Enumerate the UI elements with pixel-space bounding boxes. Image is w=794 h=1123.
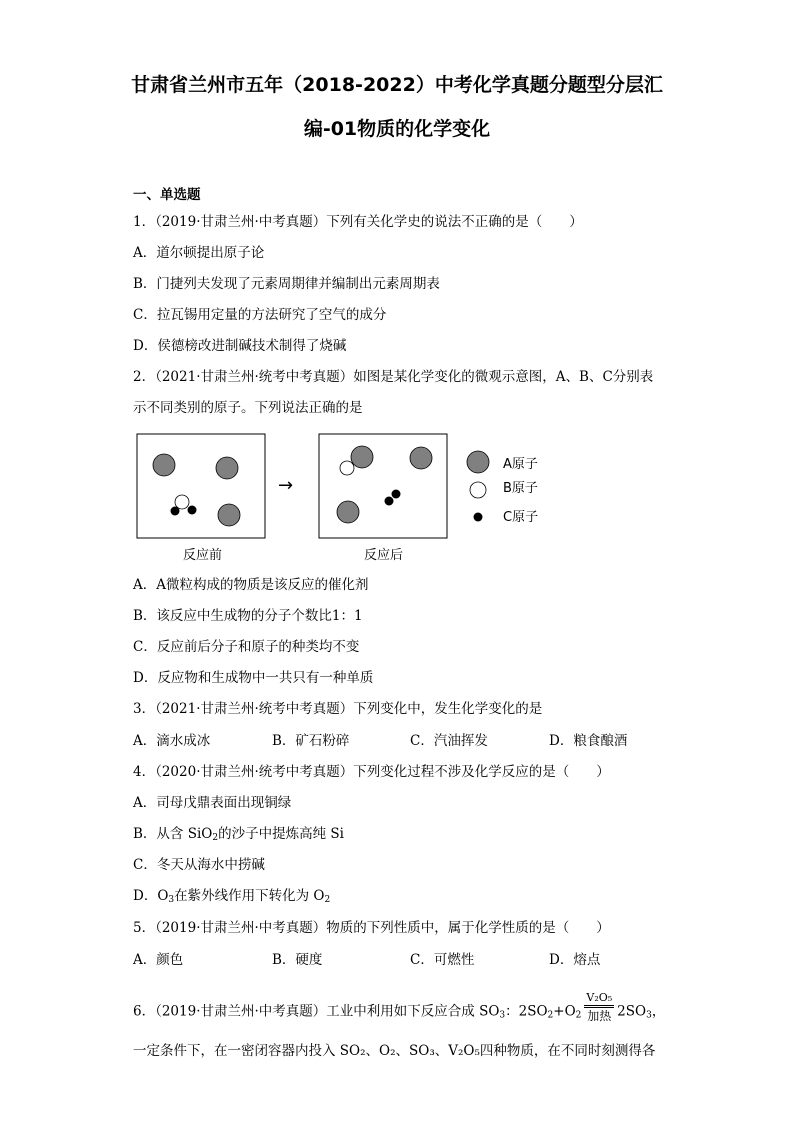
q4-option-b: B．从含 SiO$_2$的沙子中提炼高纯 Si bbox=[133, 826, 344, 843]
legend-atom-a-label: A原子 bbox=[503, 457, 538, 472]
q5-option-a: A．颜色 bbox=[133, 952, 184, 968]
legend-atom-c-label: C原子 bbox=[503, 510, 539, 525]
doc-title-line2: 编-01物质的化学变化 bbox=[303, 118, 491, 140]
before-label: 反应前 bbox=[183, 548, 223, 563]
atom-a bbox=[216, 457, 238, 479]
q5-option-d: D．熔点 bbox=[549, 952, 601, 968]
q2-option-c: C．反应前后分子和原子的种类均不变 bbox=[133, 639, 360, 655]
atom-b bbox=[175, 495, 189, 509]
q2-stem-line2: 示不同类别的原子。下列说法正确的是 bbox=[133, 400, 363, 416]
q1-option-c: C．拉瓦锡用定量的方法研究了空气的成分 bbox=[133, 307, 387, 323]
q4-option-c: C．冬天从海水中捞碱 bbox=[133, 857, 265, 873]
legend-atom-a-icon bbox=[467, 451, 489, 473]
reaction-condition bbox=[584, 992, 614, 1024]
atom-a bbox=[337, 501, 359, 523]
q3-option-b: B．矿石粉碎 bbox=[272, 733, 350, 749]
section-heading: 一、单选题 bbox=[133, 187, 201, 203]
atom-c bbox=[392, 490, 401, 499]
q5-stem: 5．（2019·甘肃兰州·中考真题）物质的下列性质中，属于化学性质的是（ ） bbox=[133, 920, 610, 936]
legend-atom-b-label: B原子 bbox=[503, 481, 538, 496]
q3-stem: 3．（2021·甘肃兰州·统考中考真题）下列变化中，发生化学变化的是 bbox=[133, 701, 543, 717]
catalyst-label: V₂O₅ bbox=[584, 992, 614, 1008]
atom-c bbox=[385, 497, 394, 506]
q2-option-d: D．反应物和生成物中一共只有一种单质 bbox=[133, 670, 374, 686]
q4-stem: 4．（2020·甘肃兰州·统考中考真题）下列变化过程不涉及化学反应的是（ ） bbox=[133, 764, 610, 780]
atom-a bbox=[218, 504, 240, 526]
atom-a bbox=[351, 446, 373, 468]
q5-option-b: B．硬度 bbox=[272, 952, 323, 968]
q1-option-d: D．侯德榜改进制碱技术制得了烧碱 bbox=[133, 338, 347, 354]
after-label: 反应后 bbox=[364, 548, 404, 563]
reaction-micro-diagram bbox=[133, 428, 563, 568]
q5-option-c: C．可燃性 bbox=[410, 952, 475, 968]
q6-stem-line1: 6．（2019·甘肃兰州·中考真题）工业中利用如下反应合成 $SO_3$：$2SO_2+O_2$ $\frac{\text{V₂O₅}}{\text{加热}}$ $2SO_3$， bbox=[133, 991, 666, 1023]
doc-title-line1: 甘肃省兰州市五年（2018-2022）中考化学真题分题型分层汇 bbox=[131, 74, 663, 96]
q4-option-a: A．司母戊鼎表面出现铜绿 bbox=[133, 795, 292, 811]
q2-option-a: A．A微粒构成的物质是该反应的催化剂 bbox=[133, 577, 369, 593]
atom-c bbox=[188, 506, 197, 515]
arrow-symbol: → bbox=[278, 475, 294, 496]
atom-a bbox=[153, 454, 175, 476]
heating-label: 加热 bbox=[587, 1009, 612, 1023]
legend-atom-b-icon bbox=[470, 482, 486, 498]
atom-b bbox=[340, 461, 354, 475]
q2-option-b: B．该反应中生成物的分子个数比1：1 bbox=[133, 608, 363, 624]
atom-a bbox=[410, 447, 432, 469]
before-box bbox=[137, 434, 265, 538]
q3-option-a: A．滴水成冰 bbox=[133, 733, 211, 749]
q1-option-a: A．道尔顿提出原子论 bbox=[133, 245, 265, 261]
q1-option-b: B．门捷列夫发现了元素周期律并编制出元素周期表 bbox=[133, 276, 440, 292]
q2-stem-line1: 2．（2021·甘肃兰州·统考中考真题）如图是某化学变化的微观示意图，A、B、C分别表 bbox=[133, 369, 654, 385]
q4-option-d: D．$O_3$在紫外线作用下转化为 $O_2$ bbox=[133, 888, 331, 905]
atom-c bbox=[171, 507, 180, 516]
q1-stem: 1．（2019·甘肃兰州·中考真题）下列有关化学史的说法不正确的是（ ） bbox=[133, 214, 583, 230]
q6-stem-line2: 一定条件下，在一密闭容器内投入 SO₂、O₂、SO₃、V₂O₅四种物质，在不同时刻测得各 bbox=[133, 1043, 656, 1059]
legend-atom-c-icon bbox=[474, 513, 483, 522]
q3-option-c: C．汽油挥发 bbox=[410, 733, 488, 749]
q3-option-d: D．粮食酿酒 bbox=[549, 733, 628, 749]
